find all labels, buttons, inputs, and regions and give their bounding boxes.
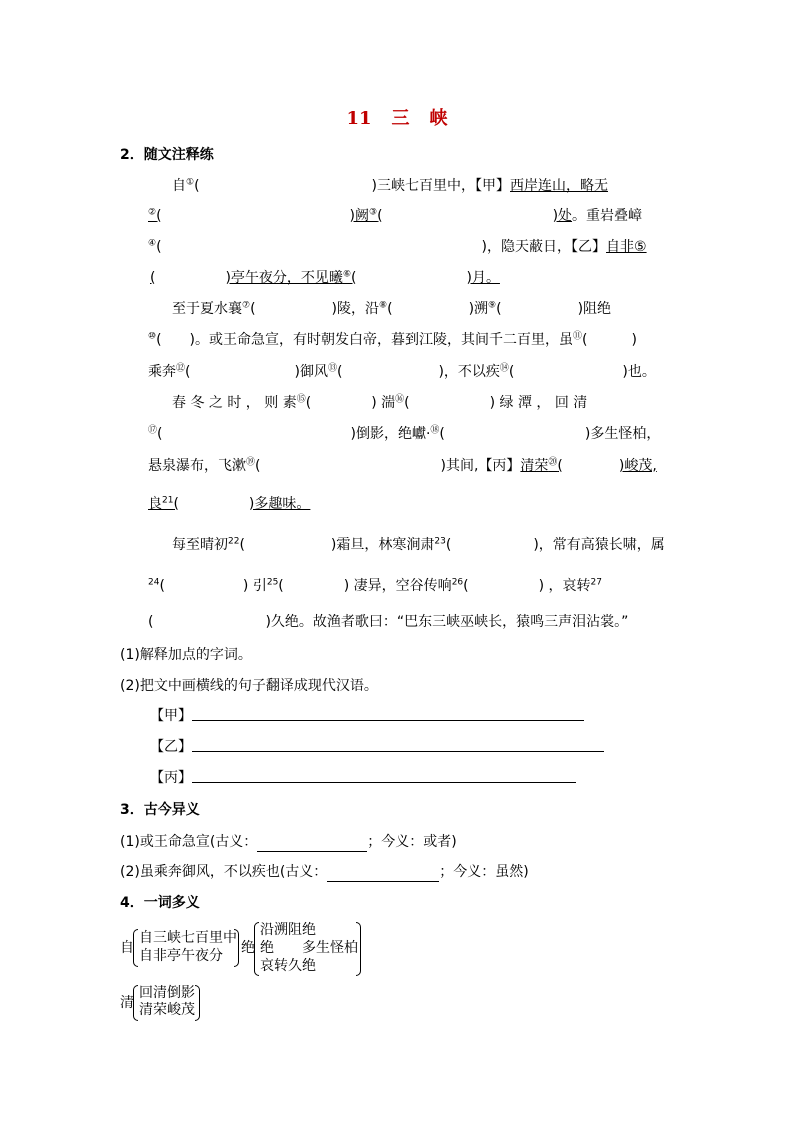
polysemy-jue-item-1: 沿溯阻绝 (260, 922, 316, 938)
section-3-question-1: (1)或王命急宣(古义： ；今义：或者) (120, 834, 457, 850)
polysemy-jue-item-2: 绝 多生怪柏 (260, 940, 358, 956)
passage-line-4: ( )亭午夜分，不见曦⑥( )月。 (150, 269, 500, 286)
left-brace (254, 922, 259, 976)
question-1: (1)解释加点的字词。 (120, 647, 252, 663)
passage-line-8: 春 冬 之 时 ， 则 素⑮( ) 湍⑯( ) 绿 潭 ， 回 清 (172, 394, 588, 411)
passage-line-11: 良$^{21}$( )多趣味。 (148, 495, 311, 512)
translation-answer-line-yi[interactable] (192, 751, 604, 752)
translation-label-jia: 【甲】 (150, 708, 192, 724)
section-3-question-2: (2)虽乘奔御风，不以疾也(古义： ；今义：虽然) (120, 864, 529, 880)
section-2-heading: 2．随文注释练 (120, 147, 214, 163)
question-2: (2)把文中画横线的句子翻译成现代汉语。 (120, 678, 378, 694)
answer-blank[interactable] (257, 837, 367, 852)
left-brace (133, 985, 138, 1021)
right-brace (195, 985, 200, 1021)
answer-blank[interactable] (327, 867, 439, 882)
translation-answer-line-jia[interactable] (192, 720, 584, 721)
passage-line-1: 自①( )三峡七百里中，【甲】西岸连山，略无 (172, 177, 609, 194)
polysemy-zi-item-1: 自三峡七百里中 (139, 930, 237, 946)
polysemy-jue-item-3: 哀转久绝 (260, 958, 316, 974)
emphasis-dot: · (425, 426, 431, 442)
polysemy-qing-item-1: 回清倒影 (139, 985, 195, 1001)
left-brace (133, 929, 138, 967)
passage-line-9: ⑰( )倒影，绝巘·⑱( )多生怪柏， (148, 425, 661, 442)
passage-line-6: ⑩( )。或王命急宣，有时朝发白帝，暮到江陵，其间千二百里，虽⑪( ) (148, 331, 637, 348)
right-brace (356, 922, 361, 976)
passage-line-3: ④( )，隐天蔽日，【乙】自非⑤ (148, 238, 647, 255)
passage-line-10: 悬泉瀑布，飞漱⑲( )其间,【丙】清荣⑳( )峻茂, (148, 457, 657, 474)
passage-line-2: ②( )阙③( )处。重岩叠嶂 (148, 207, 643, 224)
polysemy-word-qing: 清 (120, 995, 134, 1011)
section-3-heading: 3．古今异义 (120, 802, 200, 818)
polysemy-zi-item-2: 自非亭午夜分 (139, 948, 223, 964)
section-4-heading: 4．一词多义 (120, 895, 200, 911)
page-title: 11 三 峡 (346, 108, 448, 129)
passage-line-5: 至于夏水襄⑦( )陵，沿⑧( )溯⑨( )阻绝 (172, 300, 612, 317)
passage-line-14: ( )久绝。故渔者歌曰：“巴东三峡巫峡长，猿鸣三声泪沾裳。” (148, 614, 629, 630)
passage-line-7: 乘奔⑫( )御风⑬( )，不以疾⑭( )也。 (148, 363, 656, 380)
polysemy-word-zi: 自 (120, 940, 134, 956)
passage-line-12: 每至晴初$^{22}$( )霜旦，林寒涧肃$^{23}$( )，常有高猿长啸，属 (172, 536, 665, 553)
translation-answer-line-bing[interactable] (192, 782, 576, 783)
passage-line-13: $^{24}$( ) 引$^{25}$( ) 凄异，空谷传响$^{26}$( ) ，哀转$^{27}$ (148, 577, 602, 594)
translation-label-yi: 【乙】 (150, 739, 192, 755)
polysemy-qing-item-2: 清荣峻茂 (139, 1002, 195, 1018)
right-brace (234, 929, 239, 967)
translation-label-bing: 【丙】 (150, 770, 192, 786)
polysemy-word-jue: 绝 (241, 940, 255, 956)
